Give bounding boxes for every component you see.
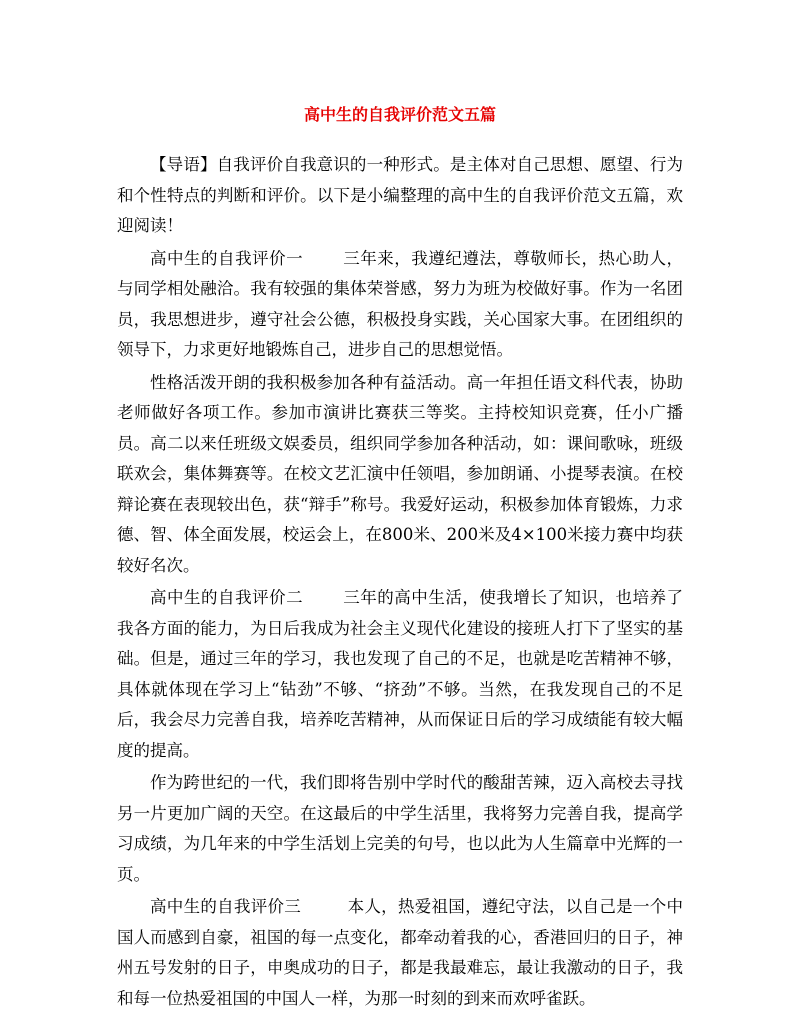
document-body: [117, 150, 683, 1016]
paragraph-section-two: [117, 583, 683, 766]
section-heading: 高中生的自我评价二: [150, 588, 304, 607]
paragraph-text: 本人，热爱祖国，遵纪守法，以自己是一个中国人而感到自豪，祖国的每一点变化，都牵动着我的心，香港回归的日子，神州五号发射的日子，申奥成功的日子，都是我最难忘，最让我激动的日子，我和每一位热爱祖国的中国人一样，为那一时刻的到来而欢呼雀跃。: [117, 897, 684, 1008]
paragraph-section-one: [117, 244, 683, 366]
paragraph-text: 性格活泼开朗的我积极参加各种有益活动。高一年担任语文科代表，协助老师做好各项工作。参加市演讲比赛获三等奖。主持校知识竞赛，任小广播员。高二以来任班级文娱委员，组织同学参加各种活动，如：课间歌咏，班级联欢会，集体舞赛等。在校文艺汇演中任领唱，参加朗诵、小提琴表演。在校辩论赛在表现较出色，获“辩手”称号。我爱好运动，积极参加体育锻炼，力求德、智、体全面发展，校运会上，在800米、200米及4×100米接力赛中均获较好名次。: [117, 372, 683, 575]
paragraph-text: 作为跨世纪的一代，我们即将告别中学时代的酸甜苦辣，迈入高校去寻找另一片更加广阔的天空。在这最后的中学生活里，我将努力完善自我，提高学习成绩，为几年来的中学生活划上完美的句号，也以此为人生篇章中光辉的一页。: [117, 773, 683, 884]
paragraph-text: 三年的高中生活，使我增长了知识，也培养了我各方面的能力，为日后我成为社会主义现代化建设的接班人打下了坚实的基础。但是，通过三年的学习，我也发现了自己的不足，也就是吃苦精神不够，具体就体现在学习上“钻劲”不够、“挤劲”不够。当然，在我发现自己的不足后，我会尽力完善自我，培养吃苦精神，从而保证日后的学习成绩能有较大幅度的提高。: [117, 588, 684, 760]
paragraph-intro: [117, 150, 683, 242]
paragraph-activities: [117, 368, 683, 582]
paragraph-text: 三年来，我遵纪遵法，尊敬师长，热心助人，与同学相处融洽。我有较强的集体荣誉感，努力为班为校做好事。作为一名团员，我思想进步，遵守社会公德，积极投身实践，关心国家大事。在团组织的领导下，力求更好地锻炼自己，进步自己的思想觉悟。: [117, 248, 684, 359]
paragraph-text: 【导语】自我评价自我意识的一种形式。是主体对自己思想、愿望、行为和个性特点的判断和评价。以下是小编整理的高中生的自我评价范文五篇，欢迎阅读！: [117, 155, 683, 235]
section-heading: 高中生的自我评价三: [150, 897, 302, 916]
section-heading: 高中生的自我评价一: [150, 248, 304, 268]
document-title: 高中生的自我评价范文五篇: [303, 105, 496, 124]
paragraph-section-three: [117, 892, 683, 1014]
paragraph-future: [117, 768, 683, 890]
